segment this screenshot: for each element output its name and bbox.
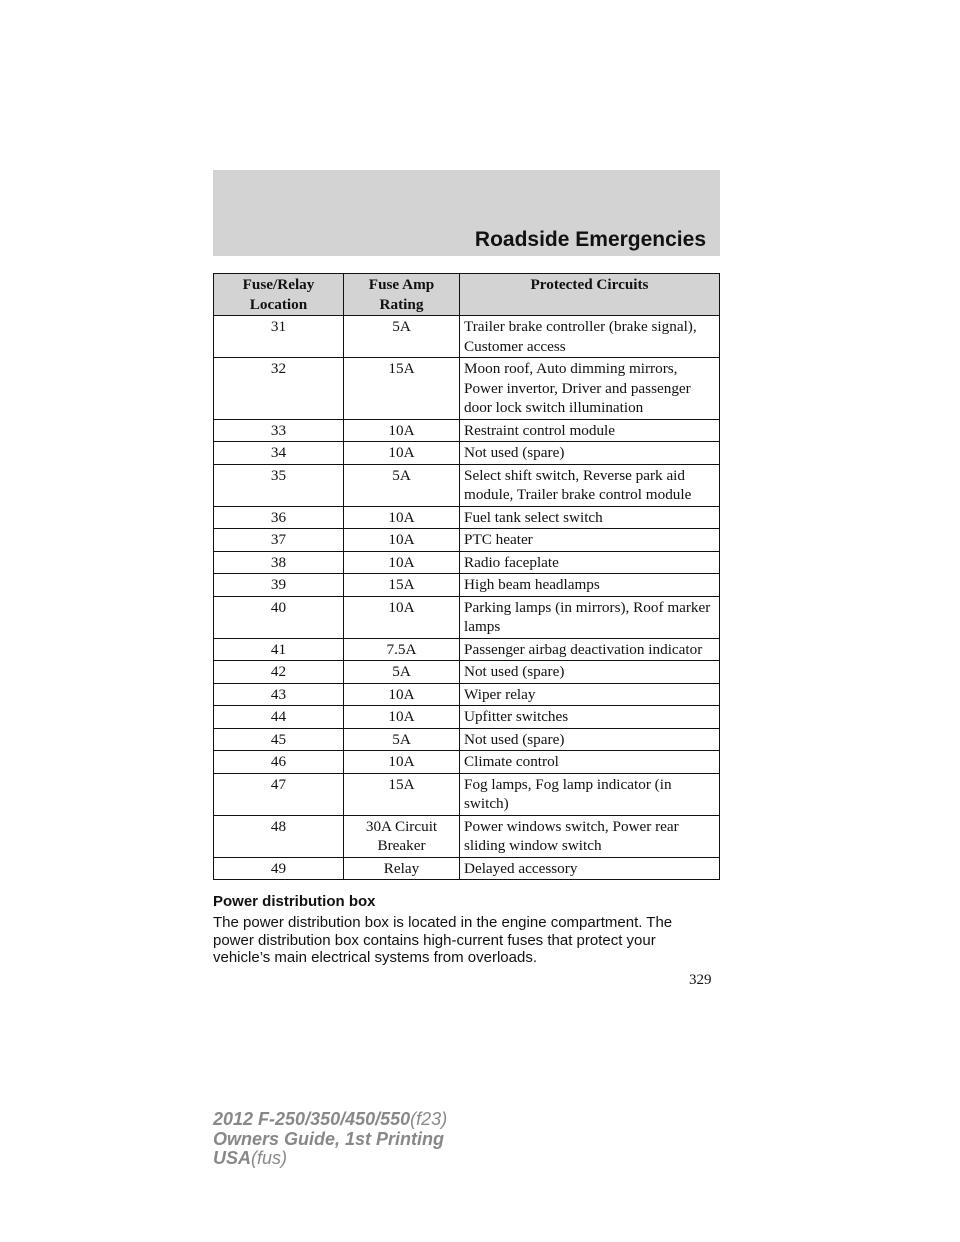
cell-circuits: Fuel tank select switch [460,506,720,529]
column-header-rating: Fuse Amp Rating [344,274,460,316]
cell-circuits: Restraint control module [460,419,720,442]
table-row [214,857,720,880]
cell-location: 34 [214,442,344,465]
cell-location: 39 [214,574,344,597]
table-row [214,316,720,358]
column-header-circuits: Protected Circuits [460,274,720,316]
table-header-row [214,274,720,316]
cell-location: 31 [214,316,344,358]
cell-circuits: Passenger airbag deactivation indicator [460,638,720,661]
cell-circuits: Select shift switch, Reverse park aid module, Trailer brake control module [460,464,720,506]
footer [213,1110,447,1169]
footer-market-code: (fus) [251,1148,288,1168]
cell-location: 48 [214,815,344,857]
cell-rating: 10A [344,706,460,729]
cell-rating: 5A [344,661,460,684]
cell-circuits: Delayed accessory [460,857,720,880]
cell-circuits: Moon roof, Auto dimming mirrors, Power invertor, Driver and passenger door lock switch illumination [460,358,720,420]
cell-location: 46 [214,751,344,774]
footer-line-1 [213,1110,447,1130]
cell-location: 43 [214,683,344,706]
cell-location: 33 [214,419,344,442]
cell-rating: 7.5A [344,638,460,661]
cell-circuits: Power windows switch, Power rear sliding window switch [460,815,720,857]
cell-circuits: Climate control [460,751,720,774]
cell-circuits: High beam headlamps [460,574,720,597]
cell-rating: 5A [344,316,460,358]
footer-market: USA [213,1148,252,1168]
table-row [214,506,720,529]
table-row [214,464,720,506]
table-row [214,661,720,684]
footer-model-code: (f23) [410,1109,448,1129]
cell-rating: 10A [344,751,460,774]
cell-rating: 10A [344,419,460,442]
cell-location: 44 [214,706,344,729]
cell-rating: 10A [344,596,460,638]
cell-location: 42 [214,661,344,684]
cell-rating: 10A [344,683,460,706]
table-row [214,596,720,638]
cell-location: 36 [214,506,344,529]
footer-model: 2012 F-250/350/450/550 [213,1109,411,1129]
footer-line-3 [213,1149,447,1169]
cell-location: 35 [214,464,344,506]
cell-location: 32 [214,358,344,420]
cell-rating: Relay [344,857,460,880]
cell-circuits: Not used (spare) [460,728,720,751]
section-paragraph: The power distribution box is located in the engine compartment. The power distribution box contains high-current fuses that protect your vehicle’s main electrical systems from overloads. [213,914,673,966]
fuse-table [213,273,720,880]
table-row [214,815,720,857]
fuse-table-body [214,316,720,880]
cell-location: 40 [214,596,344,638]
cell-rating: 10A [344,529,460,552]
table-row [214,358,720,420]
cell-circuits: Not used (spare) [460,661,720,684]
cell-circuits: Radio faceplate [460,551,720,574]
cell-rating: 15A [344,773,460,815]
section-header-band [213,170,720,256]
cell-circuits: Upfitter switches [460,706,720,729]
cell-rating: 10A [344,551,460,574]
table-row [214,419,720,442]
cell-circuits: Wiper relay [460,683,720,706]
cell-circuits: Fog lamps, Fog lamp indicator (in switch) [460,773,720,815]
cell-rating: 5A [344,464,460,506]
section-title: Roadside Emergencies [474,228,706,251]
cell-circuits: Parking lamps (in mirrors), Roof marker lamps [460,596,720,638]
cell-rating: 15A [344,358,460,420]
cell-rating: 15A [344,574,460,597]
column-header-location: Fuse/Relay Location [214,274,344,316]
table-row [214,529,720,552]
table-row [214,706,720,729]
table-row [214,551,720,574]
cell-circuits: PTC heater [460,529,720,552]
cell-location: 38 [214,551,344,574]
table-row [214,728,720,751]
cell-location: 49 [214,857,344,880]
cell-rating: 10A [344,442,460,465]
cell-circuits: Not used (spare) [460,442,720,465]
footer-line-2: Owners Guide, 1st Printing [213,1128,445,1149]
cell-rating: 10A [344,506,460,529]
table-row [214,683,720,706]
cell-location: 47 [214,773,344,815]
cell-circuits: Trailer brake controller (brake signal), Customer access [460,316,720,358]
table-row [214,773,720,815]
table-row [214,442,720,465]
table-row [214,574,720,597]
section-heading: Power distribution box [213,893,376,910]
cell-location: 41 [214,638,344,661]
cell-location: 37 [214,529,344,552]
cell-rating: 30A Circuit Breaker [344,815,460,857]
cell-rating: 5A [344,728,460,751]
table-row [214,751,720,774]
table-row [214,638,720,661]
page-number: 329 [689,972,712,988]
cell-location: 45 [214,728,344,751]
